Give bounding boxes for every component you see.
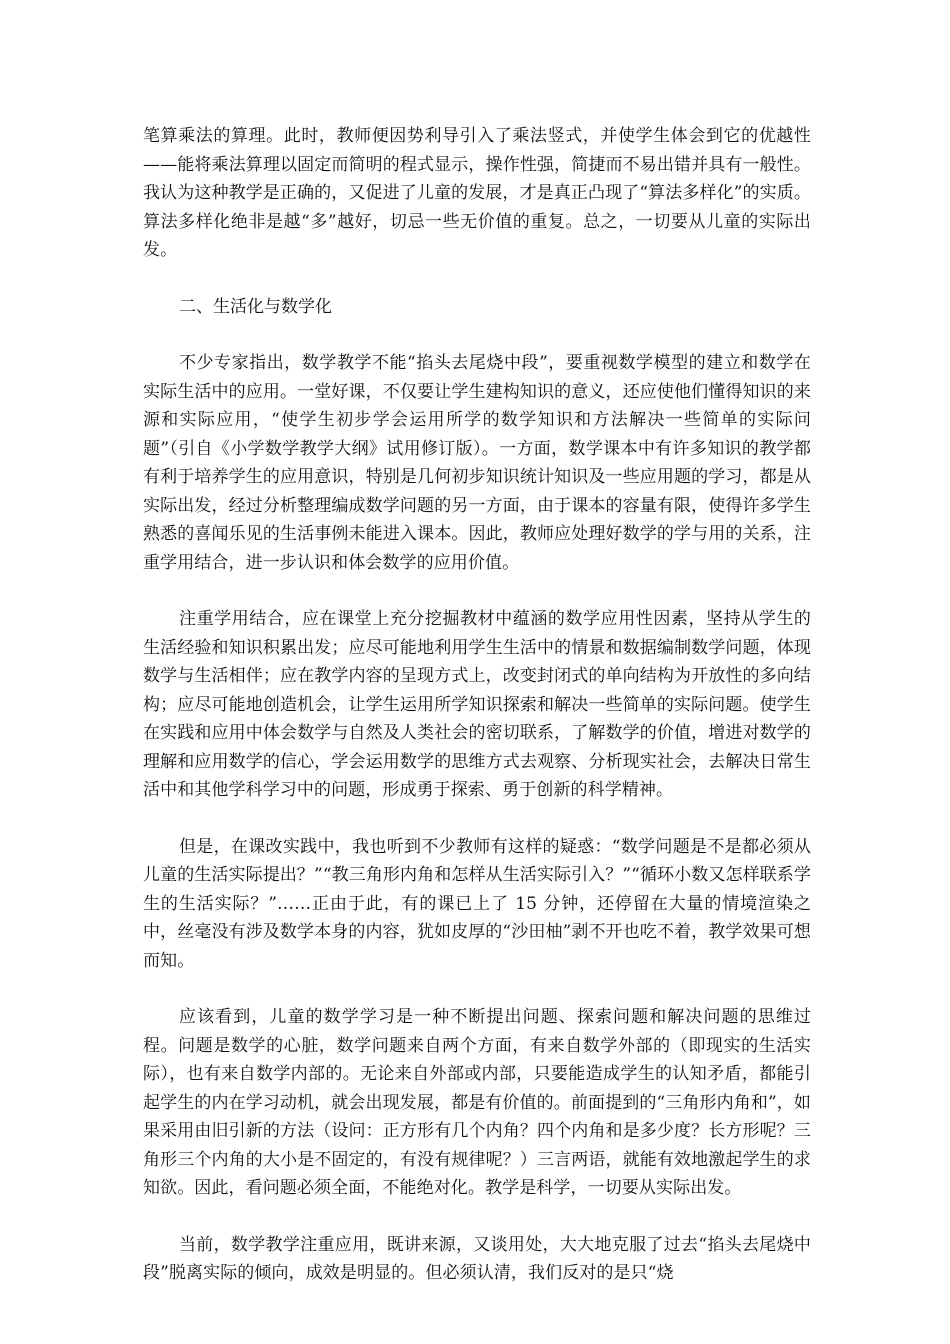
section-heading: 二、生活化与数学化 [179,296,332,317]
paragraph-6: 当前，数学教学注重应用，既讲来源，又谈用处，大大地克服了过去“掐头去尾烧中段”脱离实际的倾向，成效是明显的。但必须认清，我们反对的是只“烧 [143,1234,811,1283]
paragraph-1: 笔算乘法的算理。此时，教师便因势利导引入了乘法竖式，并使学生体会到它的优越性——能将乘法算理以固定而简明的程式显示，操作性强，简捷而不易出错并具有一般性。我认为这种教学是正确的，又促进了儿童的发展，才是真正凸现了“算法多样化”的实质。算法多样化绝非是越“多”越好，切忌一些无价值的重复。总之，一切要从儿童的实际出发。 [143,126,811,260]
paragraph-3: 注重学用结合，应在课堂上充分挖掘教材中蕴涵的数学应用性因素，坚持从学生的生活经验和知识积累出发；应尽可能地利用学生生活中的情景和数据编制数学问题，体现数学与生活相伴；应在教学内容的呈现方式上，改变封闭式的单向结构为开放性的多向结构；应尽可能地创造机会，让学生运用所学知识探索和解决一些简单的实际问题。使学生在实践和应用中体会数学与自然及人类社会的密切联系，了解数学的价值，增进对数学的理解和应用数学的信心，学会运用数学的思维方式去观察、分析现实社会，去解决日常生活中和其他学科学习中的问题，形成勇于探索、勇于创新的科学精神。 [143,609,811,800]
paragraph-5: 应该看到，儿童的数学学习是一种不断提出问题、探索问题和解决问题的思维过程。问题是数学的心脏，数学问题来自两个方面，有来自数学外部的（即现实的生活实际），也有来自数学内部的。无论来自外部或内部，只要能造成学生的认知矛盾，都能引起学生的内在学习动机，就会出现发展，都是有价值的。前面提到的“三角形内角和”，如果采用由旧引新的方法（设问：正方形有几个内角？四个内角和是多少度？长方形呢？三角形三个内角的大小是不固定的，有没有规律呢？）三言两语，就能有效地激起学生的求知欲。因此，看问题必须全面，不能绝对化。教学是科学，一切要从实际出发。 [143,1007,811,1198]
paragraph-4: 但是，在课改实践中，我也听到不少教师有这样的疑惑：“数学问题是不是都必须从儿童的生活实际提出？”“教三角形内角和怎样从生活实际引入？”“循环小数又怎样联系学生的生活实际？”……正由于此，有的课已上了 15 分钟，还停留在大量的情境渲染之中，丝毫没有涉及数学本身的内容，犹如皮厚的“沙田柚”剥不开也吃不着，教学效果可想而知。 [143,836,811,971]
paragraph-2: 不少专家指出，数学教学不能“掐头去尾烧中段”，要重视数学模型的建立和数学在实际生活中的应用。一堂好课，不仅要让学生建构知识的意义，还应使他们懂得知识的来源和实际应用，“使学生初步学会运用所学的数学知识和方法解决一些简单的实际问题”（引自《小学数学教学大纲》试用修订版）。一方面，数学课本中有许多知识的教学都有利于培养学生的应用意识，特别是几何初步知识统计知识及一些应用题的学习，都是从实际出发，经过分析整理编成数学问题的另一方面，由于课本的容量有限，使得许多学生熟悉的喜闻乐见的生活事例未能进入课本。因此，教师应处理好数学的学与用的关系，注重学用结合，进一步认识和体会数学的应用价值。 [143,353,811,573]
document-body [143,122,811,1288]
